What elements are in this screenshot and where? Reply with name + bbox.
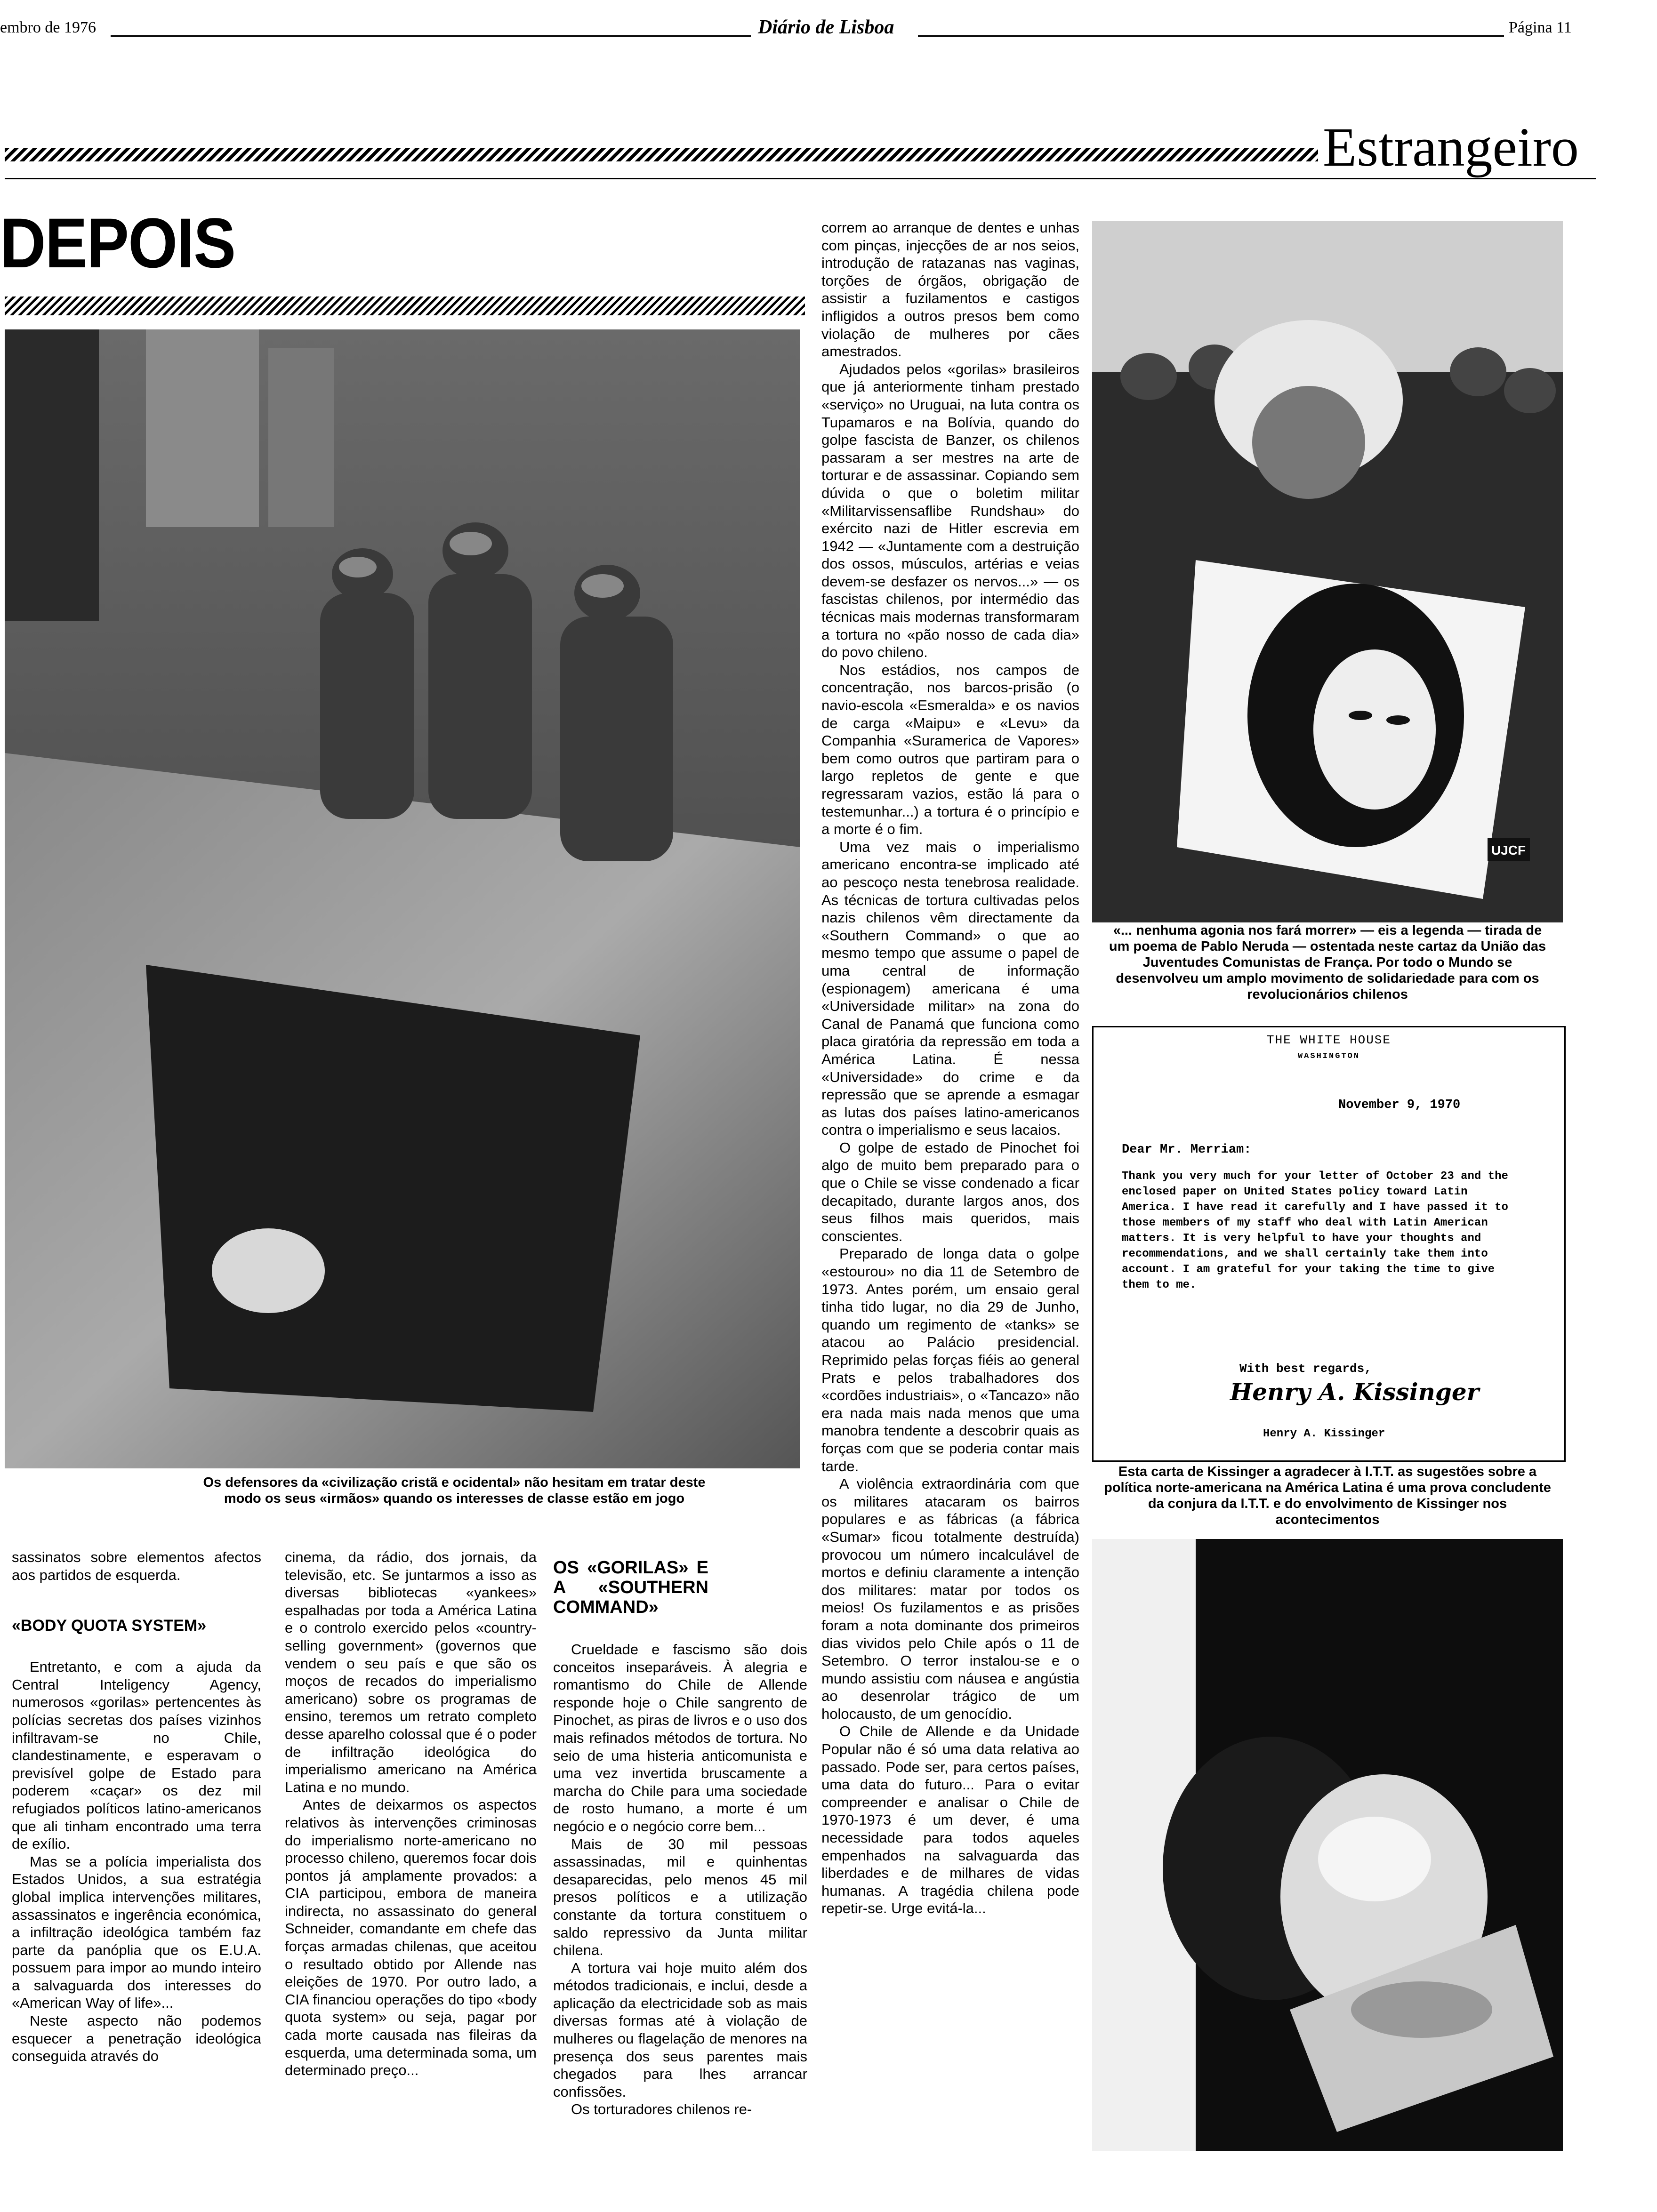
letter-signer: Henry A. Kissinger [1263, 1427, 1385, 1440]
col3-paragraph: Crueldade e fascismo são dois conceitos inseparáveis. À alegria e romantismo do Chile de Allende responde hoje o Chile sangrento de Pinochet, as piras de livros e o uso dos mais refinados métodos de tortura. No seio de uma histeria anticomunista e uma vez invertida bruscamente a marcha do Chile para uma sociedade de rosto humano, a morte é um negócio e o negócio corre bem... [553, 1641, 807, 1835]
photo-poster-illustration [1092, 221, 1563, 922]
photo-soldiers-caption: Os defensores da «civilização cristã e ocidental» não hesitam em tratar deste modo os seus «irmãos» quando os interesses de classe estão em jogo [203, 1475, 706, 1506]
col3-paragraph: Os torturadores chilenos re- [571, 2101, 752, 2118]
col1-lead: sassinatos sobre elementos afectos aos partidos de esquerda. [12, 1549, 261, 1583]
photo-soldiers-illustration [5, 329, 800, 1468]
photo-soldiers [5, 329, 800, 1468]
section-title: Estrangeiro [1323, 116, 1579, 178]
col-top-paragraph: O Chile de Allende e da Unidade Popular não é só uma data relativa ao passado. Pode ser, para certos países, uma data do futuro... Para o evitar compreender e analisar o Chile de 1970-1973 é um dever, é uma necessidade para todos aqueles empenhados na salvaguarda das liberdades e de milhares de vidas humanas. A tragédia chilena pode repetir-se. Urge evitá-la... [821, 1723, 1079, 1917]
newspaper-masthead: Diário de Lisboa [758, 16, 894, 38]
letter-caption: Esta carta de Kissinger a agradecer à I.T.T. as sugestões sobre a política norte-americana na América Latina é uma prova concludente da conjura da I.T.T. e do envolvimento de Kissinger nos acontecimentos [1104, 1464, 1551, 1527]
col-top-paragraph: O golpe de estado de Pinochet foi algo de muito bem preparado para o que o Chile se visse condenado a ficar decapitado, durante largos anos, dos seus filhos mais queridos, mais conscientes. [821, 1139, 1079, 1244]
header-rule-left [111, 35, 751, 37]
letter-signature: Henry A. Kissinger [1230, 1378, 1480, 1406]
page-number: Página 11 [1509, 19, 1572, 36]
col1-subhead: «BODY QUOTA SYSTEM» [12, 1617, 207, 1635]
text-column-2 [285, 1548, 537, 2079]
poster-tag-text: UJCF [1491, 843, 1526, 858]
col1-paragraph: Neste aspecto não podemos esquecer a penetração ideológica conseguida através do [12, 2012, 261, 2065]
kissinger-letter [1092, 1026, 1566, 1462]
letter-city: WASHINGTON [1297, 1052, 1360, 1061]
col2-paragraph: Antes de deixarmos os aspectos relativos às intervenções criminosas do imperialismo norte-americano no processo chileno, queremos focar dois pontos já amplamente provados: a CIA participou, embora de maneira indirecta, no assassinato do general Schneider, comandante em chefe das forças armadas chilenas, que aceitou o resultado obtido por Allende nas eleições de 1970. Por outro lado, a CIA financiou operações do tipo «body quota system» ou seja, pagar por cada morte causada nas fileiras da esquerda, uma determinada soma, um determinado preço... [285, 1796, 537, 2079]
letter-letterhead: THE WHITE HOUSE [1266, 1033, 1392, 1047]
col1-paragraph: Mas se a polícia imperialista dos Estados Unidos, a sua estratégia global implica intervenções militares, assassinatos e ingerência económica, a infiltração ideológica também faz parte da panóplia que os E.U.A. possuem para impor ao mundo inteiro a salvaguarda dos interesses do «American Way of life»... [12, 1853, 261, 2012]
letter-closing: With best regards, [1239, 1362, 1372, 1376]
photo-embrace-illustration [1092, 1539, 1563, 2151]
text-column-top [821, 219, 1079, 1917]
photo-embrace [1092, 1539, 1563, 2151]
header-rule-right [918, 35, 1504, 37]
letter-date: November 9, 1970 [1338, 1098, 1461, 1112]
photo-poster-caption: «... nenhuma agonia nos fará morrer» — eis a legenda — tirada de um poema de Pablo Neruda — ostentada neste cartaz da União das Juventudes Comunistas de França. Por todo o Mundo se desenvolveu um amplo movimento de solidariedade para com os revolucionários chilenos [1109, 923, 1546, 1002]
col-top-paragraph: Uma vez mais o imperialismo americano encontra-se implicado até ao pescoço nesta tenebrosa realidade. As técnicas de tortura cultivadas pelos nazis chilenos vêm directamente da «Southern Command» o que ao mesmo tempo que assume o papel de uma central de informação (espionagem) americana é uma «Universidade militar» na zona do Canal de Panamá que funciona como placa giratória da repressão em toda a América Latina. É nessa «Universidade» do crime e da repressão que se aprende a esmagar as lutas dos países latino-americanos contra o imperialismo e seus lacaios. [821, 838, 1079, 1138]
col2-paragraph: cinema, da rádio, dos jornais, da televisão, etc. Se juntarmos a isso as diversas bibliotecas «yankees» espalhadas por toda a América Latina e o controlo exercido pelos «country-selling government» (governos que vendem o seu país e que são os moços de recados do imperialismo americano) sobre os programas de ensino, teremos um retrato completo desse aparelho colossal que é o poder de infiltração ideológica do imperialismo americano na América Latina e no mundo. [285, 1549, 537, 1795]
text-column-3 [553, 1548, 807, 2118]
col-top-paragraph: correm ao arranque de dentes e unhas com pinças, injecções de ar nos seios, introdução de ratazanas nas vaginas, torções de órgãos, obrigação de assistir a fuzilamentos e castigos infligidos a outros presos bem como violação de mulheres por cães amestrados. [821, 219, 1079, 360]
letter-body: Thank you very much for your letter of October 23 and the enclosed paper on United States policy toward Latin America. I have read it carefully and I have passed it to those members of my staff who deal with Latin American matters. It is very helpful to have your thoughts and recommendations, and we shall certainly take them into account. I am grateful for your taking the time to give them to me. [1122, 1170, 1508, 1291]
section-hatch-bar [5, 148, 1318, 161]
photo-poster-protest [1092, 221, 1563, 922]
col-top-paragraph: Nos estádios, nos campos de concentração, nos barcos-prisão (o navio-escola «Esmeralda» e os navios de carga «Maipu» e «Levu» da Companhia «Suramerica de Vapores» bem como outros que partiram para o largo repletos de gente e que regressaram vazios, estão lá para o testemunhar...) a tortura é o princípio e a morte é o fim. [821, 661, 1079, 838]
headline-hatch [5, 297, 805, 315]
issue-date: embro de 1976 [0, 19, 96, 36]
col-top-paragraph: Preparado de longa data o golpe «estourou» no dia 11 de Setembro de 1973. Antes porém, um ensaio geral tinha tido lugar, no dia 29 de Junho, quando um regimento de «tanks» se atacou ao Palácio presidencial. Reprimido pelas forças fiéis ao general Prats e pelos trabalhadores dos «cordões industriais», o «Tancazo» não era nada mais nada menos que uma manobra tendente a descobrir quais as forças com que se poderia contar mais tarde. [821, 1245, 1079, 1475]
col3-paragraph: A tortura vai hoje muito além dos métodos tradicionais, e inclui, desde a aplicação da electricidade sob as mais diversas formas até à violação de mulheres ou flagelação de menores na presença dos seus parentes mais chegados para lhes arrancar confissões. [553, 1959, 807, 2100]
col-top-paragraph: Ajudados pelos «gorilas» brasileiros que já anteriormente tinham prestado «serviço» no Uruguai, na luta contra os Tupamaros e na Bolívia, quando do golpe fascista de Banzer, os chilenos passaram a ser mestres na arte de torturar e de assassinar. Copiando sem dúvida o que o boletim militar «Militarvissensaflibe Rundshau» do exército nazi de Hitler escrevia em 1942 — «Juntamente com a destruição dos ossos, músculos, artérias e veias devem-se desfazer os nervos...» — os fascistas chilenos, por intermédio das técnicas mais modernas transformaram a tortura no «pão nosso de cada dia» do povo chileno. [821, 361, 1079, 661]
col3-subhead: OS «GORILAS» E A «SOUTHERN COMMAND» [553, 1558, 708, 1617]
letter-salutation: Dear Mr. Merriam: [1122, 1143, 1252, 1157]
section-underline [5, 178, 1596, 179]
col1-paragraph: Entretanto, e com a ajuda da Central Inteligency Agency, numerosos «gorilas» pertencentes às polícias secretas dos países vizinhos infiltravam-se no Chile, clandestinamente, e esperavam o previsível golpe de Estado para poderem «caçar» os dez mil refugiados políticos latino-americanos que ali tinham encontrado uma terra de exílio. [12, 1659, 261, 1852]
text-column-1 [12, 1548, 261, 2065]
headline: DEPOIS [0, 203, 235, 282]
col-top-paragraph: A violência extraordinária com que os militares atacaram os bairros populares e as fábricas (a fábrica «Sumar» ficou totalmente destruída) provocou um número incalculável de mortos e definiu claramente a intenção dos militares: matar por todos os meios! Os fuzilamentos e as prisões foram a nota dominante dos primeiros dias vividos pelo Chile após o 11 de Setembro. O terror instalou-se e o mundo assistiu com náusea e angústia ao desenrolar trágico de um holocausto, de um genocídio. [821, 1475, 1079, 1722]
col3-paragraph: Mais de 30 mil pessoas assassinadas, mil e quinhentas desaparecidas, pelo menos 45 mil presos políticos e a utilização constante da tortura constituem o saldo repressivo da Junta militar chilena. [553, 1835, 807, 1959]
